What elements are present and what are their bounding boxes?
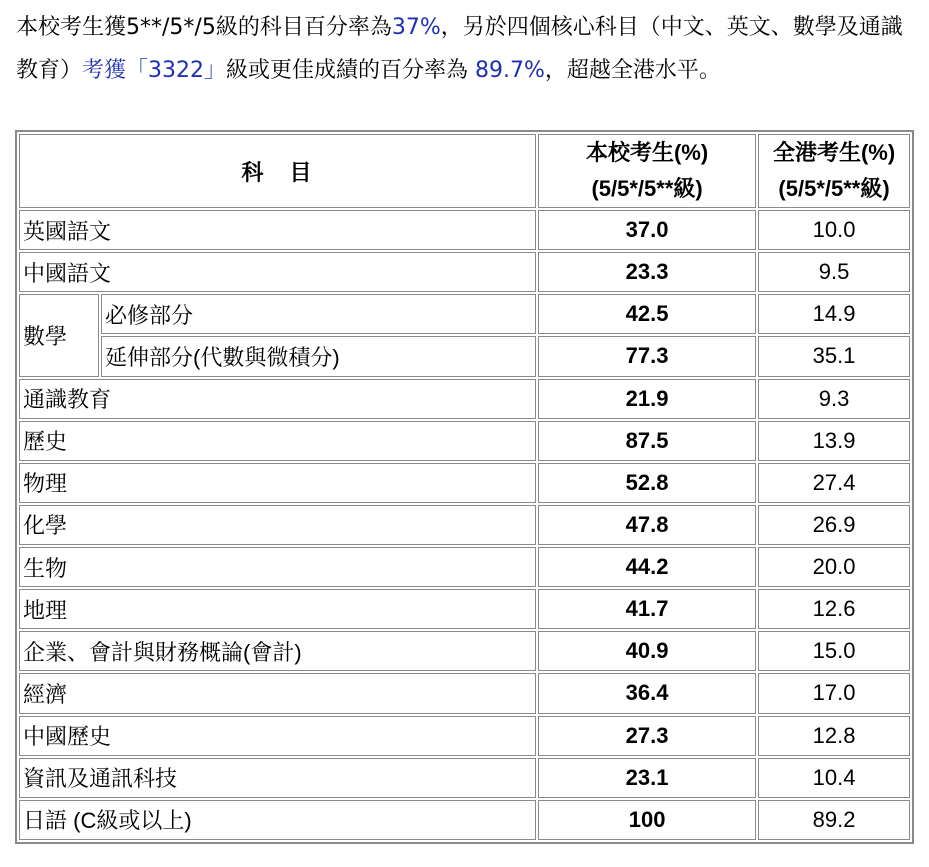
subject-cell: 生物 (19, 547, 536, 587)
hk-value: 14.9 (758, 294, 910, 334)
school-value: 23.1 (538, 758, 756, 798)
hk-value: 13.9 (758, 421, 910, 461)
school-value: 23.3 (538, 252, 756, 292)
header-subject: 科 目 (19, 134, 536, 208)
intro-text-1: 本校考生獲5**/5*/5級的科目百分率為 (16, 15, 392, 40)
subject-cell: 企業、會計與財務概論(會計) (19, 631, 536, 671)
subject-cell: 中國語文 (19, 252, 536, 292)
table-row (19, 294, 910, 334)
hk-value: 27.4 (758, 463, 910, 503)
results-table (15, 130, 914, 844)
school-value: 44.2 (538, 547, 756, 587)
subject-cell: 必修部分 (101, 294, 536, 334)
hk-value: 10.0 (758, 210, 910, 250)
subject-cell: 日語 (C級或以上) (19, 800, 536, 840)
hk-value: 20.0 (758, 547, 910, 587)
header-hk-line2: (5/5*/5**級) (778, 176, 890, 201)
hk-value: 9.5 (758, 252, 910, 292)
intro-text-4: ，超越全港水平。 (544, 58, 721, 83)
hk-value: 9.3 (758, 379, 910, 419)
school-value: 52.8 (538, 463, 756, 503)
table-row (19, 631, 910, 671)
table-row (19, 673, 910, 713)
hk-value: 35.1 (758, 336, 910, 376)
school-value: 36.4 (538, 673, 756, 713)
table-row (19, 505, 910, 545)
hk-value: 10.4 (758, 758, 910, 798)
table-row (19, 758, 910, 798)
header-school-line1: 本校考生(%) (585, 140, 709, 165)
hk-value: 17.0 (758, 673, 910, 713)
table-row (19, 421, 910, 461)
school-value: 37.0 (538, 210, 756, 250)
school-value: 47.8 (538, 505, 756, 545)
math-group-cell: 數學 (19, 294, 99, 376)
school-value: 40.9 (538, 631, 756, 671)
grade-phrase: 考獲「3322」 (82, 58, 227, 83)
subject-cell: 英國語文 (19, 210, 536, 250)
subject-cell: 中國歷史 (19, 716, 536, 756)
hk-value: 26.9 (758, 505, 910, 545)
school-value: 27.3 (538, 716, 756, 756)
table-row (19, 210, 910, 250)
table-row (19, 800, 910, 840)
header-school-line2: (5/5*/5**級) (591, 176, 703, 201)
intro-text-3: 級或更佳成績的百分率為 (226, 58, 476, 83)
subject-cell: 地理 (19, 589, 536, 629)
header-school (538, 134, 756, 208)
intro-paragraph (16, 6, 916, 92)
core-rate: 89.7% (475, 58, 545, 83)
table-row (19, 379, 910, 419)
school-value: 100 (538, 800, 756, 840)
hk-value: 15.0 (758, 631, 910, 671)
subject-cell: 通識教育 (19, 379, 536, 419)
school-value: 41.7 (538, 589, 756, 629)
hk-value: 89.2 (758, 800, 910, 840)
subject-cell: 資訊及通訊科技 (19, 758, 536, 798)
header-hk (758, 134, 910, 208)
table-row (19, 336, 910, 376)
school-value: 77.3 (538, 336, 756, 376)
header-row (19, 134, 910, 208)
school-value: 87.5 (538, 421, 756, 461)
table-row (19, 716, 910, 756)
subject-cell: 物理 (19, 463, 536, 503)
hk-value: 12.6 (758, 589, 910, 629)
school-value: 42.5 (538, 294, 756, 334)
header-hk-line1: 全港考生(%) (772, 140, 896, 165)
hk-value: 12.8 (758, 716, 910, 756)
school-value: 21.9 (538, 379, 756, 419)
table-row (19, 463, 910, 503)
table-row (19, 547, 910, 587)
intro-text-2: ，另於四個核心科目（中文、英文、數學及通識教育） (16, 15, 903, 83)
subject-cell: 經濟 (19, 673, 536, 713)
table-row (19, 252, 910, 292)
table-row (19, 589, 910, 629)
school-rate: 37% (391, 15, 441, 40)
subject-cell: 延伸部分(代數與微積分) (101, 336, 536, 376)
subject-cell: 化學 (19, 505, 536, 545)
subject-cell: 歷史 (19, 421, 536, 461)
